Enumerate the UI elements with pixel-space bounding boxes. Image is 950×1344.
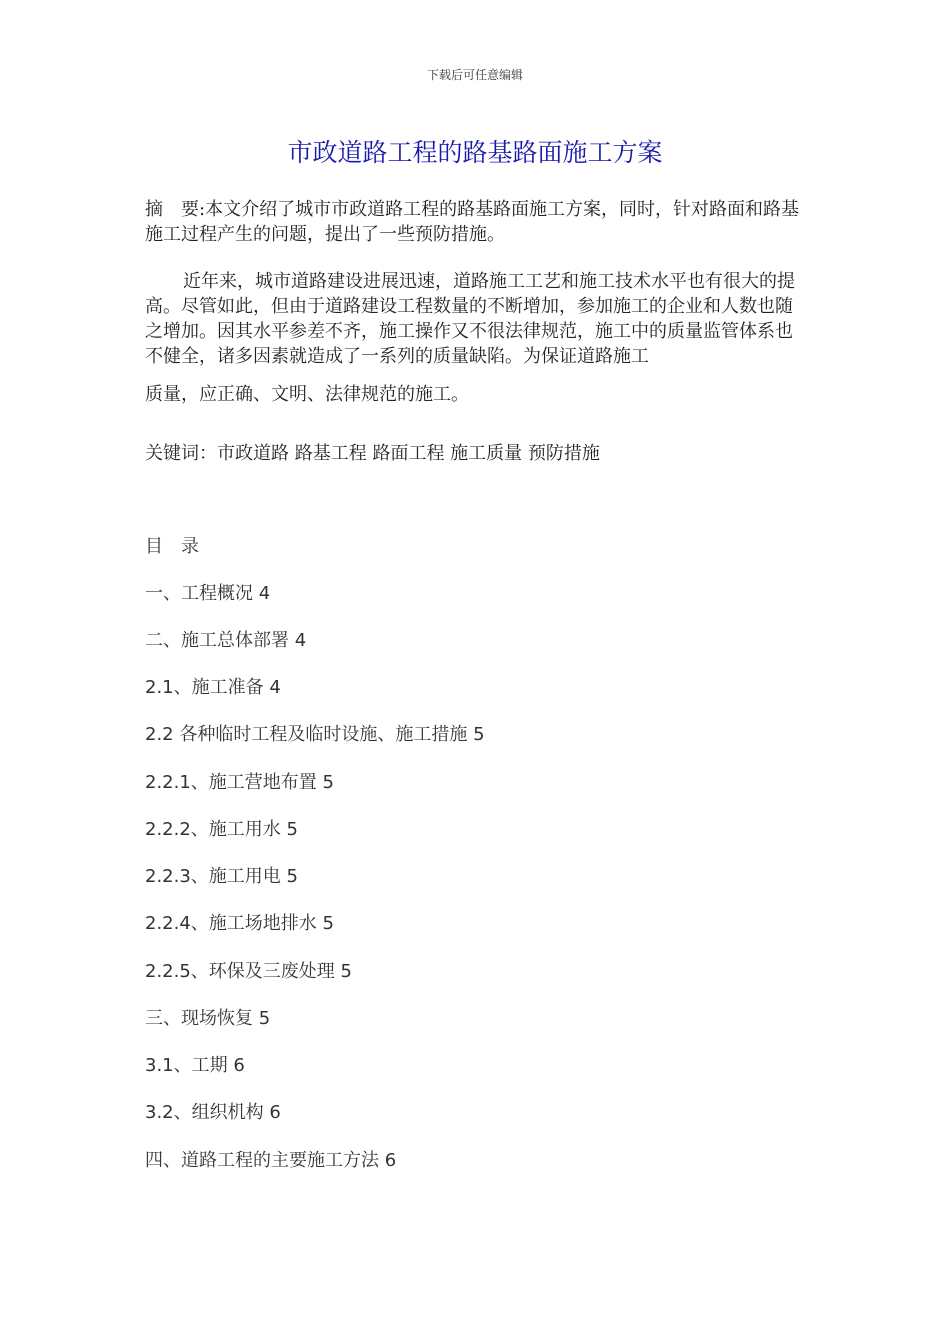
toc-item: 3.2、组织机构 6 bbox=[145, 1102, 281, 1123]
intro-paragraph: 近年来，城市道路建设进展迅速，道路施工工艺和施工技术水平也有很大的提高。尽管如此，但由于道路建设工程数量的不断增加，参加施工的企业和人数也随之增加。因其水平参差不齐，施工操作又不很法律规范，施工中的质量监管体系也不健全，诸多因素就造成了一系列的质量缺陷。为保证道路施工 bbox=[145, 271, 795, 367]
toc-item: 一、工程概况 4 bbox=[145, 583, 271, 604]
abstract-paragraph: 摘 要:本文介绍了城市市政道路工程的路基路面施工方案，同时，针对路面和路基施工过程产生的问题，提出了一些预防措施。 bbox=[145, 199, 800, 245]
keywords-line: 关键词：市政道路 路基工程 路面工程 施工质量 预防措施 bbox=[145, 443, 600, 464]
intro-paragraph-continued: 质量，应正确、文明、法律规范的施工。 bbox=[145, 384, 469, 405]
toc-item: 2.2 各种临时工程及临时设施、施工措施 5 bbox=[145, 724, 485, 745]
toc-item: 2.2.3、施工用电 5 bbox=[145, 866, 298, 887]
header-note: 下载后可任意编辑 bbox=[426, 68, 523, 82]
toc-item: 2.2.2、施工用水 5 bbox=[145, 819, 298, 840]
toc-item: 2.1、施工准备 4 bbox=[145, 677, 281, 698]
toc-item: 三、现场恢复 5 bbox=[145, 1008, 271, 1029]
toc-item: 二、施工总体部署 4 bbox=[145, 630, 307, 651]
toc-heading: 目 录 bbox=[145, 536, 199, 557]
toc-item: 四、道路工程的主要施工方法 6 bbox=[145, 1150, 397, 1171]
toc-item: 3.1、工期 6 bbox=[145, 1055, 245, 1076]
toc-item: 2.2.5、环保及三废处理 5 bbox=[145, 961, 352, 982]
document-title: 市政道路工程的路基路面施工方案 bbox=[287, 138, 663, 167]
toc-item: 2.2.1、施工营地布置 5 bbox=[145, 772, 334, 793]
toc-item: 2.2.4、施工场地排水 5 bbox=[145, 913, 334, 934]
